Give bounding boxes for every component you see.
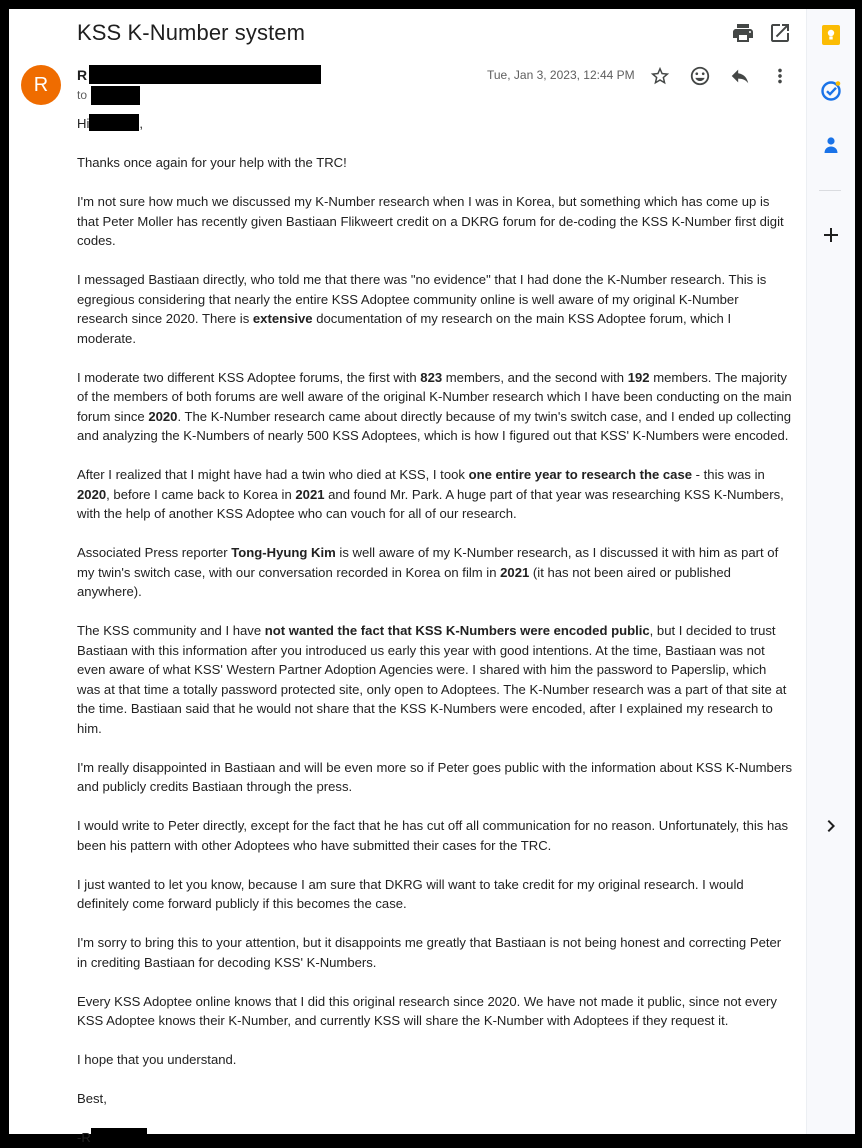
- p5-text-3: , before I came back to Korea in: [106, 486, 296, 502]
- p6-bold-name: Tong-Hyung Kim: [231, 545, 336, 560]
- p5-text-2: - this was in: [692, 467, 765, 482]
- p6-text: Associated Press reporter: [77, 545, 232, 560]
- paragraph-7: [77, 621, 793, 738]
- side-panel: [806, 9, 855, 1134]
- add-icon[interactable]: [819, 223, 843, 247]
- redacted-recipient: [91, 86, 140, 105]
- greeting-comma: ,: [139, 116, 144, 131]
- p6-text-3: (it has not been aired or published anywhere).: [77, 564, 731, 599]
- contacts-icon[interactable]: [819, 133, 843, 157]
- paragraph-1: Thanks once again for your help with the TRC!: [77, 155, 347, 170]
- email-subject: KSS K-Number system: [77, 20, 306, 45]
- redacted-signature: [91, 1128, 147, 1145]
- chevron-right-icon[interactable]: [819, 814, 843, 838]
- p7-text-2: , but I decided to trust Bastiaan with this information after you introduced us early this year with good intentions. At the time, Bastiaan was not even aware of what KSS' Western Partner Adoption Agencies were. I shared with him the password to Paperslip, which was at that time a totally password protected site, only open to Adoptees. The K-Number research was a part of that site at the time. Bastiaan said that he would not share that the KSS K-Numbers were encoded, after I explained my research to him.: [77, 623, 787, 736]
- p5-text: After I realized that I might have had a twin who died at KSS, I took: [77, 467, 469, 482]
- p4-text-2: members, and the second with: [442, 369, 628, 385]
- paragraph-3: [77, 270, 793, 348]
- recipient-line[interactable]: [77, 88, 87, 102]
- paragraph-6: [77, 543, 793, 602]
- paragraph-10: I just wanted to let you know, because I am sure that DKRG will want to take credit for my original research. I would definitely come forward publicly if this becomes the case.: [77, 876, 744, 911]
- p5-bold-year-2: 2021: [295, 486, 325, 502]
- p4-text-4: . The K-Number research came about directly because of my twin's switch case, and I ended up collecting and analyzing the K-Numbers of nearly 500 KSS Adoptees, which is how I figured out that KSS' K-Numbers were encoded.: [77, 408, 792, 443]
- paragraph-8: I'm really disappointed in Bastiaan and will be even more so if Peter goes public with the information about KSS K-Numbers and publicly credits Bastiaan through the press.: [77, 759, 793, 794]
- greeting-paragraph: [77, 114, 793, 134]
- p5-bold-year-1: 2020: [77, 486, 107, 502]
- p3-text: I messaged Bastiaan directly, who told me that there was "no evidence" that I had done the K-Number research. This is egregious considering that nearly the entire KSS Adoptee community online is well aware of my original K-Number research since 2020. There is: [77, 272, 767, 326]
- paragraph-9: I would write to Peter directly, except for the fact that he has cut off all communication for no reason. Unfortunately, this has been his pattern with other Adoptees who have submitted their cases for the TRC.: [77, 818, 789, 853]
- closing: Best,: [77, 1091, 107, 1106]
- paragraph-13: I hope that you understand.: [77, 1052, 237, 1067]
- reply-icon[interactable]: [729, 65, 751, 87]
- keep-icon[interactable]: [819, 23, 843, 47]
- message-body: [77, 114, 793, 1148]
- paragraph-12: Every KSS Adoptee online knows that I did this original research since 2020. We have not made it public, since not every KSS Adoptee knows their K-Number, and currently KSS will share the K-Number with Adoptees if they request it.: [77, 993, 777, 1028]
- signoff: [77, 1128, 793, 1148]
- p3-text-end: documentation of my research on the main KSS Adoptee forum, which I moderate.: [77, 311, 732, 346]
- emoji-icon[interactable]: [689, 65, 711, 87]
- p4-bold-year: 2020: [148, 408, 178, 424]
- p4-bold-count-2: 192: [627, 369, 650, 385]
- redacted-name: [89, 114, 139, 131]
- p5-text-4: and found Mr. Park. A huge part of that year was researching KSS K-Numbers, with the help of another KSS Adoptee who can vouch for all of our research.: [77, 486, 784, 521]
- message-date: Tue, Jan 3, 2023, 12:44 PM: [487, 68, 635, 82]
- greeting: Hi: [77, 116, 90, 131]
- p6-bold-year: 2021: [500, 564, 530, 580]
- sender-avatar[interactable]: R: [21, 65, 61, 105]
- side-divider: [819, 190, 841, 191]
- p3-bold: extensive: [252, 311, 313, 326]
- tasks-icon[interactable]: [819, 79, 843, 103]
- p4-text-3: members. The majority of the members of both forums are well aware of the original K-Number research which I have been conducting on the main forum since: [77, 369, 792, 424]
- star-icon[interactable]: [649, 65, 671, 87]
- p7-bold: not wanted the fact that KSS K-Numbers were encoded public: [264, 623, 650, 638]
- gmail-window: [9, 9, 854, 1145]
- sender-name: R: [77, 67, 88, 83]
- paragraph-5: [77, 465, 793, 524]
- paragraph-11: I'm sorry to bring this to your attention, but it disappoints me greatly that Bastiaan is not being honest and correcting Peter in crediting Bastiaan for decoding KSS' K-Numbers.: [77, 935, 782, 970]
- p7-text: The KSS community and I have: [77, 623, 265, 638]
- to-label: to: [77, 88, 88, 102]
- p4-bold-count-1: 823: [420, 369, 443, 385]
- p4-text: I moderate two different KSS Adoptee forums, the first with: [77, 369, 421, 385]
- p5-bold-1: one entire year to research the case: [468, 467, 693, 482]
- print-icon[interactable]: [731, 21, 755, 45]
- paragraph-2: I'm not sure how much we discussed my K-Number research when I was in Korea, but something which has come up is that Peter Moller has recently given Bastiaan Flikweert credit on a DKRG forum for de-coding the KSS K-Number first digit codes.: [77, 194, 784, 248]
- open-in-new-icon[interactable]: [768, 21, 792, 45]
- signoff-initial: -R: [77, 1130, 91, 1145]
- redacted-sender: [89, 65, 321, 84]
- p6-text-2: is well aware of my K-Number research, as I discussed it with him as part of my twin's switch case, with our conversation recorded in Korea on film in: [77, 545, 779, 580]
- more-vert-icon[interactable]: [769, 65, 791, 87]
- paragraph-4: [77, 368, 793, 446]
- message-pane: [9, 9, 806, 1145]
